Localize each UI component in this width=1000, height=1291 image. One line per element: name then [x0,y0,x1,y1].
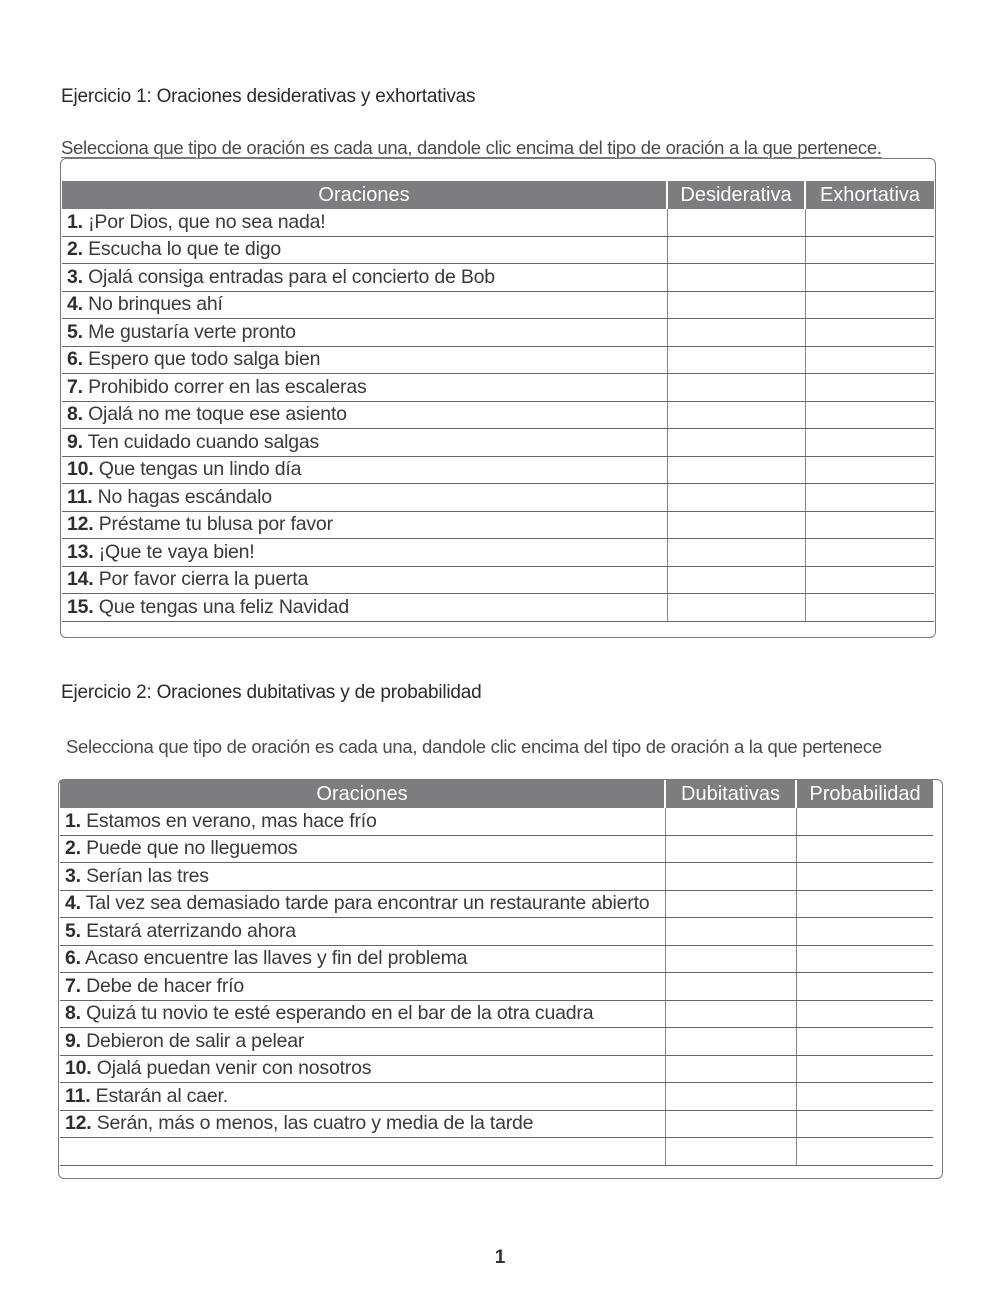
sentence-text: Prohibido correr en las escaleras [88,375,367,398]
exhortativa-option-cell[interactable] [805,264,934,292]
sentence-number: 4. [67,293,83,316]
sentence-text: Que tengas una feliz Navidad [98,595,349,618]
sentence-text: Debieron de salir a pelear [86,1029,305,1052]
desiderativa-option-cell[interactable] [667,511,805,539]
table-row [60,1028,933,1056]
sentence-number: 9. [65,1029,81,1052]
dubitativas-option-cell[interactable] [665,890,796,918]
sentence-text: Ten cuidado cuando salgas [87,430,320,453]
sentence-number: 12. [67,513,94,536]
sentence-cell [60,918,665,946]
sentence-text: ¡Que te vaya bien! [98,540,255,563]
sentence-cell [62,346,667,374]
sentence-number: 3. [67,265,83,288]
table-row [62,236,934,264]
sentence-number: 12. [65,1112,92,1135]
sentence-text: Quizá tu novio te esté esperando en el bar de la otra cuadra [86,1002,594,1025]
sentence-text: Acaso encuentre las llaves y fin del problema [85,947,468,970]
exhortativa-option-cell[interactable] [805,429,934,457]
sentence-cell [62,236,667,264]
exhortativa-option-cell[interactable] [805,374,934,402]
desiderativa-option-cell[interactable] [667,264,805,292]
sentence-text: Espero que todo salga bien [88,348,321,371]
header-oraciones: Oraciones [60,780,665,808]
sentence-number: 7. [67,375,83,398]
header-exhortativa: Exhortativa [805,181,934,209]
exercise1-table [62,181,934,622]
sentence-number: 5. [65,919,81,942]
probabilidad-option-cell[interactable] [796,918,933,946]
sentence-text: Estamos en verano, mas hace frío [86,809,377,832]
sentence-cell [60,1110,665,1138]
sentence-text: Ojalá no me toque ese asiento [88,403,347,426]
table-row [60,863,933,891]
sentence-cell [62,264,667,292]
desiderativa-option-cell[interactable] [667,236,805,264]
sentence-number: 10. [67,458,94,481]
dubitativas-option-cell[interactable] [665,918,796,946]
dubitativas-option-cell[interactable] [665,1000,796,1028]
sentence-text: Estará aterrizando ahora [86,919,296,942]
desiderativa-option-cell[interactable] [667,346,805,374]
exercise2-table [60,780,933,1166]
sentence-number: 8. [65,1002,81,1025]
sentence-cell [62,319,667,347]
table-row [62,401,934,429]
dubitativas-option-cell[interactable] [665,1083,796,1111]
sentence-text: Por favor cierra la puerta [98,568,309,591]
probabilidad-option-cell[interactable] [796,973,933,1001]
sentence-number: 11. [65,1084,91,1107]
sentence-text: ¡Por Dios, que no sea nada! [88,210,326,233]
table-row [60,835,933,863]
desiderativa-option-cell[interactable] [667,429,805,457]
sentence-number: 8. [67,403,83,426]
table-row [62,511,934,539]
sentence-text: No hagas escándalo [97,485,272,508]
sentence-number: 10. [65,1057,92,1080]
sentence-number: 2. [65,837,81,860]
sentence-cell [62,429,667,457]
sentence-cell [60,973,665,1001]
table-row [62,429,934,457]
table-row [60,1083,933,1111]
sentence-cell [60,1138,665,1166]
dubitativas-option-cell[interactable] [665,1055,796,1083]
sentence-text: Serán, más o menos, las cuatro y media de la tarde [96,1112,534,1135]
sentence-cell [60,1083,665,1111]
exhortativa-option-cell[interactable] [805,511,934,539]
dubitativas-option-cell[interactable] [665,863,796,891]
sentence-cell [60,1055,665,1083]
desiderativa-option-cell[interactable] [667,291,805,319]
exhortativa-option-cell[interactable] [805,401,934,429]
table-row [60,1055,933,1083]
header-desiderativa: Desiderativa [667,181,805,209]
table-header-row [62,181,934,209]
sentence-cell [60,863,665,891]
exhortativa-option-cell[interactable] [805,484,934,512]
sentence-number: 9. [67,430,83,453]
sentence-text: Puede que no lleguemos [86,837,298,860]
sentence-cell [60,835,665,863]
header-probabilidad: Probabilidad [796,780,933,808]
sentence-number: 15. [67,595,94,618]
table-row [62,346,934,374]
probabilidad-option-cell[interactable] [796,1055,933,1083]
exhortativa-option-cell[interactable] [805,539,934,567]
sentence-cell [62,566,667,594]
sentence-text: Me gustaría verte pronto [88,320,296,343]
sentence-number: 3. [65,864,81,887]
sentence-number: 7. [65,974,81,997]
exercise2-instruction: Selecciona que tipo de oración es cada una, dandole clic encima del tipo de oración a la que pertenece [66,736,882,757]
dubitativas-option-cell[interactable] [665,1110,796,1138]
sentence-number: 2. [67,238,83,261]
desiderativa-option-cell[interactable] [667,319,805,347]
sentence-number: 5. [67,320,83,343]
table-row [62,456,934,484]
probabilidad-option-cell[interactable] [796,1110,933,1138]
sentence-cell [60,1000,665,1028]
exhortativa-option-cell[interactable] [805,209,934,236]
exhortativa-option-cell[interactable] [805,594,934,622]
desiderativa-option-cell[interactable] [667,374,805,402]
desiderativa-option-cell[interactable] [667,401,805,429]
sentence-text: Tal vez sea demasiado tarde para encontrar un restaurante abierto [85,892,650,915]
table-row [60,808,933,835]
desiderativa-option-cell[interactable] [667,594,805,622]
sentence-cell [60,890,665,918]
sentence-text: Escucha lo que te digo [88,238,281,261]
sentence-cell [62,594,667,622]
sentence-text: Serían las tres [86,864,209,887]
exhortativa-option-cell[interactable] [805,566,934,594]
table-row [60,973,933,1001]
table-row [60,890,933,918]
page-number: 1 [494,1247,506,1268]
table-row [60,1138,933,1166]
sentence-cell [62,484,667,512]
table-header-row [60,780,933,808]
sentence-number: 1. [67,210,83,233]
dubitativas-option-cell[interactable] [665,1028,796,1056]
sentence-cell [62,209,667,236]
table-row [60,1110,933,1138]
desiderativa-option-cell[interactable] [667,566,805,594]
table-row [62,209,934,236]
exhortativa-option-cell[interactable] [805,346,934,374]
sentence-text: Que tengas un lindo día [98,458,302,481]
probabilidad-option-cell[interactable] [796,945,933,973]
table-row [62,319,934,347]
table-row [60,1000,933,1028]
desiderativa-option-cell[interactable] [667,456,805,484]
sentence-text: Debe de hacer frío [86,974,245,997]
sentence-cell [62,511,667,539]
sentence-cell [60,1028,665,1056]
exercise1-title: Ejercicio 1: Oraciones desiderativas y exhortativas [61,86,476,107]
desiderativa-option-cell[interactable] [667,539,805,567]
sentence-text: Préstame tu blusa por favor [98,513,333,536]
table-row [62,484,934,512]
sentence-cell [62,374,667,402]
sentence-cell [62,401,667,429]
probabilidad-option-cell[interactable] [796,863,933,891]
probabilidad-option-cell[interactable] [796,1028,933,1056]
exhortativa-option-cell[interactable] [805,236,934,264]
exhortativa-option-cell[interactable] [805,456,934,484]
exercise1-instruction: Selecciona que tipo de oración es cada una, dandole clic encima del tipo de oración a la que pertenece. [61,137,882,158]
probabilidad-option-cell[interactable] [796,1083,933,1111]
probabilidad-option-cell[interactable] [796,890,933,918]
table-row [60,945,933,973]
sentence-cell [62,291,667,319]
header-dubitativas: Dubitativas [665,780,796,808]
exhortativa-option-cell[interactable] [805,291,934,319]
sentence-number: 13. [67,540,94,563]
sentence-cell [62,456,667,484]
desiderativa-option-cell[interactable] [667,484,805,512]
dubitativas-option-cell[interactable] [665,808,796,835]
sentence-text: Ojalá puedan venir con nosotros [96,1057,372,1080]
sentence-text: No brinques ahí [88,293,223,316]
sentence-text: Ojalá consiga entradas para el concierto de Bob [88,265,495,288]
probabilidad-option-cell[interactable] [796,1138,933,1166]
dubitativas-option-cell[interactable] [665,973,796,1001]
exercise2-title: Ejercicio 2: Oraciones dubitativas y de probabilidad [61,682,482,703]
table-row [60,918,933,946]
probabilidad-option-cell[interactable] [796,1000,933,1028]
sentence-number: 4. [65,892,81,915]
table-row [62,264,934,292]
sentence-number: 1. [65,809,81,832]
sentence-number: 6. [67,348,83,371]
probabilidad-option-cell[interactable] [796,808,933,835]
dubitativas-option-cell[interactable] [665,945,796,973]
sentence-cell [62,539,667,567]
dubitativas-option-cell[interactable] [665,1138,796,1166]
sentence-text: Estarán al caer. [95,1084,228,1107]
sentence-number: 14. [67,568,94,591]
sentence-cell [60,808,665,835]
header-oraciones: Oraciones [62,181,667,209]
probabilidad-option-cell[interactable] [796,835,933,863]
exhortativa-option-cell[interactable] [805,319,934,347]
sentence-number: 11. [67,485,93,508]
dubitativas-option-cell[interactable] [665,835,796,863]
table-row [62,594,934,622]
sentence-number: 6. [65,947,81,970]
table-row [62,291,934,319]
table-row [62,566,934,594]
table-row [62,539,934,567]
desiderativa-option-cell[interactable] [667,209,805,236]
table-row [62,374,934,402]
sentence-cell [60,945,665,973]
